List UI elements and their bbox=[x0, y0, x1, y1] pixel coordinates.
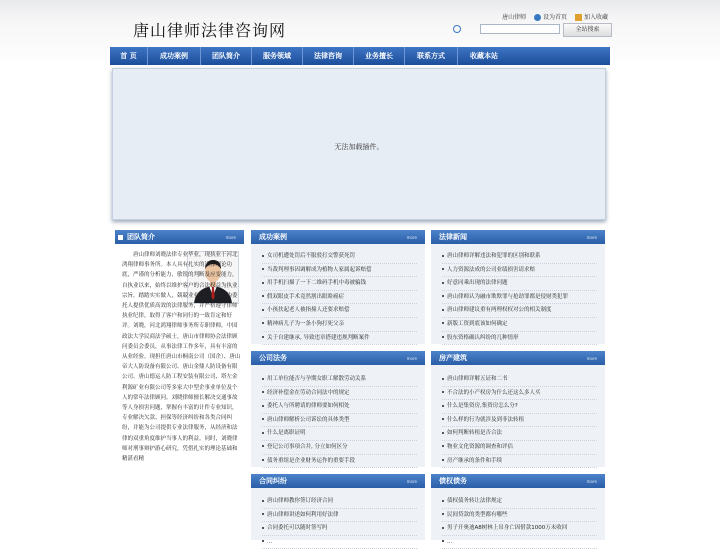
nav-item-expertise[interactable]: 业务擅长 bbox=[353, 47, 404, 65]
more-link[interactable]: more bbox=[406, 479, 417, 484]
search-icon bbox=[453, 25, 461, 33]
nav-item-home[interactable]: 首 页 bbox=[120, 52, 137, 60]
list-item[interactable]: 唐山律师讲述如何利用好法律 bbox=[262, 509, 417, 523]
debt-panel-header bbox=[431, 474, 605, 488]
star-icon bbox=[575, 14, 582, 21]
add-favorite-link[interactable]: 加入收藏 bbox=[575, 14, 608, 21]
company-panel-header bbox=[251, 351, 425, 365]
list-item[interactable]: 当裁判理事因调解成为植物人家属起诉赔偿 bbox=[262, 264, 417, 278]
list-item[interactable]: 人力资源法成的公司业绩损害请求赔 bbox=[442, 264, 597, 278]
list-item[interactable]: 唐山律师解析公司诉讼的具体类型 bbox=[262, 414, 417, 428]
cases-panel-header bbox=[251, 230, 425, 244]
list-item[interactable]: 关于自建继承, 导致违章搭建违规判断案件 bbox=[262, 332, 417, 346]
news-list bbox=[442, 250, 597, 345]
list-item[interactable]: 假双眼皮手术竟然割出眼睑癌症 bbox=[262, 291, 417, 305]
team-intro-text: 唐山律师刘晓法律专业毕业，现执业于河北鸿翔律师事务所。本人具有扎实的法律理论功底，严谨的分析能力，敏锐的判断及应变能力，自执业以来，始终以维护客户的合法权益为执业宗旨，踏踏实实做人，兢兢业业办事。坚持为委托人提供优质高效的法律服务，并严格遵守律师执业纪律，取得了客户和同行的一致肯定和好评。刘晓，河北鸿翔律师事务所专职律师，中国政法大学民商法学硕士，唐山市律师协会法律顾问委员会委员，从事法律工作多年，具有丰富的从业经验。现担任唐山市桐南公司（国企）、唐山帝大人防设备有限公司、唐山金鼎人防设备有限公司、唐山德运人防工程安装有限公司、塔左金利源矿业有限公司等多家大中型企事业单位及个人的常年法律顾问。刘晓律师擅长解决交通事故等人身损害问题，掌握有丰富的计件专业知识，专业解决欠款、担保等经济纠纷和各类合同纠纷，并能为公司提供专业法律服务，从经济和法律的双重角度维护当事人的利益。同时，刘晓律师对刑事辩护游心研究，凭借扎实的理论基础和精湛看精 bbox=[122, 252, 241, 463]
nav-item-contact[interactable]: 联系方式 bbox=[404, 47, 457, 65]
list-item[interactable]: 民间贷款的类型都有哪些 bbox=[442, 509, 597, 523]
list-item[interactable]: 男子开奥迪A8树林上吊身亡因借款1000万未收回 bbox=[442, 522, 597, 536]
cases-list bbox=[262, 250, 417, 345]
list-item[interactable]: 经济补偿金在劳动合同法中的规定 bbox=[262, 387, 417, 401]
list-item[interactable]: 唐山律师认为融市欺欺罪与抢劫罪都是侵财类犯罪 bbox=[442, 291, 597, 305]
list-item[interactable]: 小孩扶起老人被指撞人还要求赔偿 bbox=[262, 304, 417, 318]
more-link[interactable]: more bbox=[406, 235, 417, 240]
site-title[interactable]: 唐山律师法律咨询网 bbox=[133, 21, 287, 40]
debt-panel-title: 债权债务 bbox=[439, 477, 467, 485]
list-item[interactable]: 如何判断转租是否合法 bbox=[442, 427, 597, 441]
list-item[interactable]: 用手机扫描了一下二维码手机中毒被骗钱 bbox=[262, 277, 417, 291]
nav-item-bookmark[interactable]: 收藏本站 bbox=[457, 47, 510, 65]
cases-panel-title: 成功案例 bbox=[259, 233, 287, 241]
list-item[interactable]: 唐山律师教你签订经济合同 bbox=[262, 495, 417, 509]
search-button[interactable]: 全站搜索 bbox=[563, 23, 612, 37]
list-item[interactable]: 女司机遭处罚后不服驳打交警获死罚 bbox=[262, 250, 417, 264]
contract-panel-header bbox=[251, 474, 425, 488]
list-item[interactable]: ... bbox=[262, 536, 417, 549]
list-item[interactable]: 新版工资到底该如何确定 bbox=[442, 318, 597, 332]
contract-list bbox=[262, 495, 417, 549]
search-input[interactable] bbox=[480, 24, 560, 34]
nav-item-team[interactable]: 团队简介 bbox=[200, 47, 251, 65]
list-item[interactable]: 什么是集资房,集资房怎么分? bbox=[442, 400, 597, 414]
debt-list bbox=[442, 495, 597, 549]
team-panel-header bbox=[115, 230, 244, 244]
nav-item-consult[interactable]: 法律咨询 bbox=[302, 47, 353, 65]
home-icon bbox=[534, 14, 541, 21]
more-link[interactable]: more bbox=[406, 356, 417, 361]
contract-panel-title: 合同纠纷 bbox=[259, 477, 287, 485]
list-item[interactable]: 唐山律师详解违法和犯罪的区别和联系 bbox=[442, 250, 597, 264]
estate-panel-header bbox=[431, 351, 605, 365]
estate-panel-title: 房产建筑 bbox=[439, 354, 467, 362]
more-link[interactable]: more bbox=[586, 356, 597, 361]
list-item[interactable]: 登记公司事项合并, 分立如何区分 bbox=[262, 441, 417, 455]
list-item[interactable]: 什么样的行为就涉及到非法转租 bbox=[442, 414, 597, 428]
list-item[interactable]: 精神病儿子为一条小狗打死父亲 bbox=[262, 318, 417, 332]
list-item[interactable]: 债务重组是企业财务运作的重要手段 bbox=[262, 455, 417, 469]
list-item[interactable]: 债权债务转让法律规定 bbox=[442, 495, 597, 509]
more-link[interactable]: more bbox=[586, 479, 597, 484]
top-links bbox=[496, 12, 608, 21]
news-panel-header bbox=[431, 230, 605, 244]
news-panel-title: 法律新闻 bbox=[439, 233, 467, 241]
square-icon bbox=[118, 235, 123, 240]
company-panel-title: 公司法务 bbox=[259, 354, 287, 362]
banner-plugin-area[interactable] bbox=[112, 68, 606, 220]
set-homepage-link[interactable]: 设为首页 bbox=[534, 14, 567, 21]
list-item[interactable]: 不合法的小产权房为什么还这么多人买 bbox=[442, 387, 597, 401]
list-item[interactable]: 好意同乘出现的法律问题 bbox=[442, 277, 597, 291]
list-item[interactable]: 唐山律师详解五证和二书 bbox=[442, 373, 597, 387]
team-panel-title: 团队简介 bbox=[127, 233, 155, 241]
list-item[interactable]: ... bbox=[442, 536, 597, 549]
company-list bbox=[262, 373, 417, 468]
list-item[interactable]: 物业文化资源的调查和评估 bbox=[442, 441, 597, 455]
list-item[interactable]: 股东资格确认纠纷的几种情形 bbox=[442, 332, 597, 346]
list-item[interactable]: 什么是离职证明 bbox=[262, 427, 417, 441]
plugin-error-message: 无法加载插件。 bbox=[334, 143, 384, 151]
nav-item-services[interactable]: 服务领域 bbox=[251, 47, 302, 65]
more-link[interactable]: more bbox=[586, 235, 597, 240]
nav-item-cases[interactable]: 成功案例 bbox=[147, 47, 200, 65]
list-item[interactable]: 唐山律师建议重有两理权权对公的相关制度 bbox=[442, 304, 597, 318]
estate-list bbox=[442, 373, 597, 468]
list-item[interactable]: 用工单位能否与孕期女职工解散劳动关系 bbox=[262, 373, 417, 387]
more-link[interactable]: more bbox=[225, 235, 236, 240]
top-link-lawyer[interactable]: 唐山律师 bbox=[502, 14, 527, 21]
main-nav bbox=[110, 47, 610, 65]
list-item[interactable]: 合同委托可以随时签写吗 bbox=[262, 522, 417, 536]
list-item[interactable]: 委托人与所聘请的律师要如何相处 bbox=[262, 400, 417, 414]
list-item[interactable]: 房产继承的条件和手续 bbox=[442, 455, 597, 469]
